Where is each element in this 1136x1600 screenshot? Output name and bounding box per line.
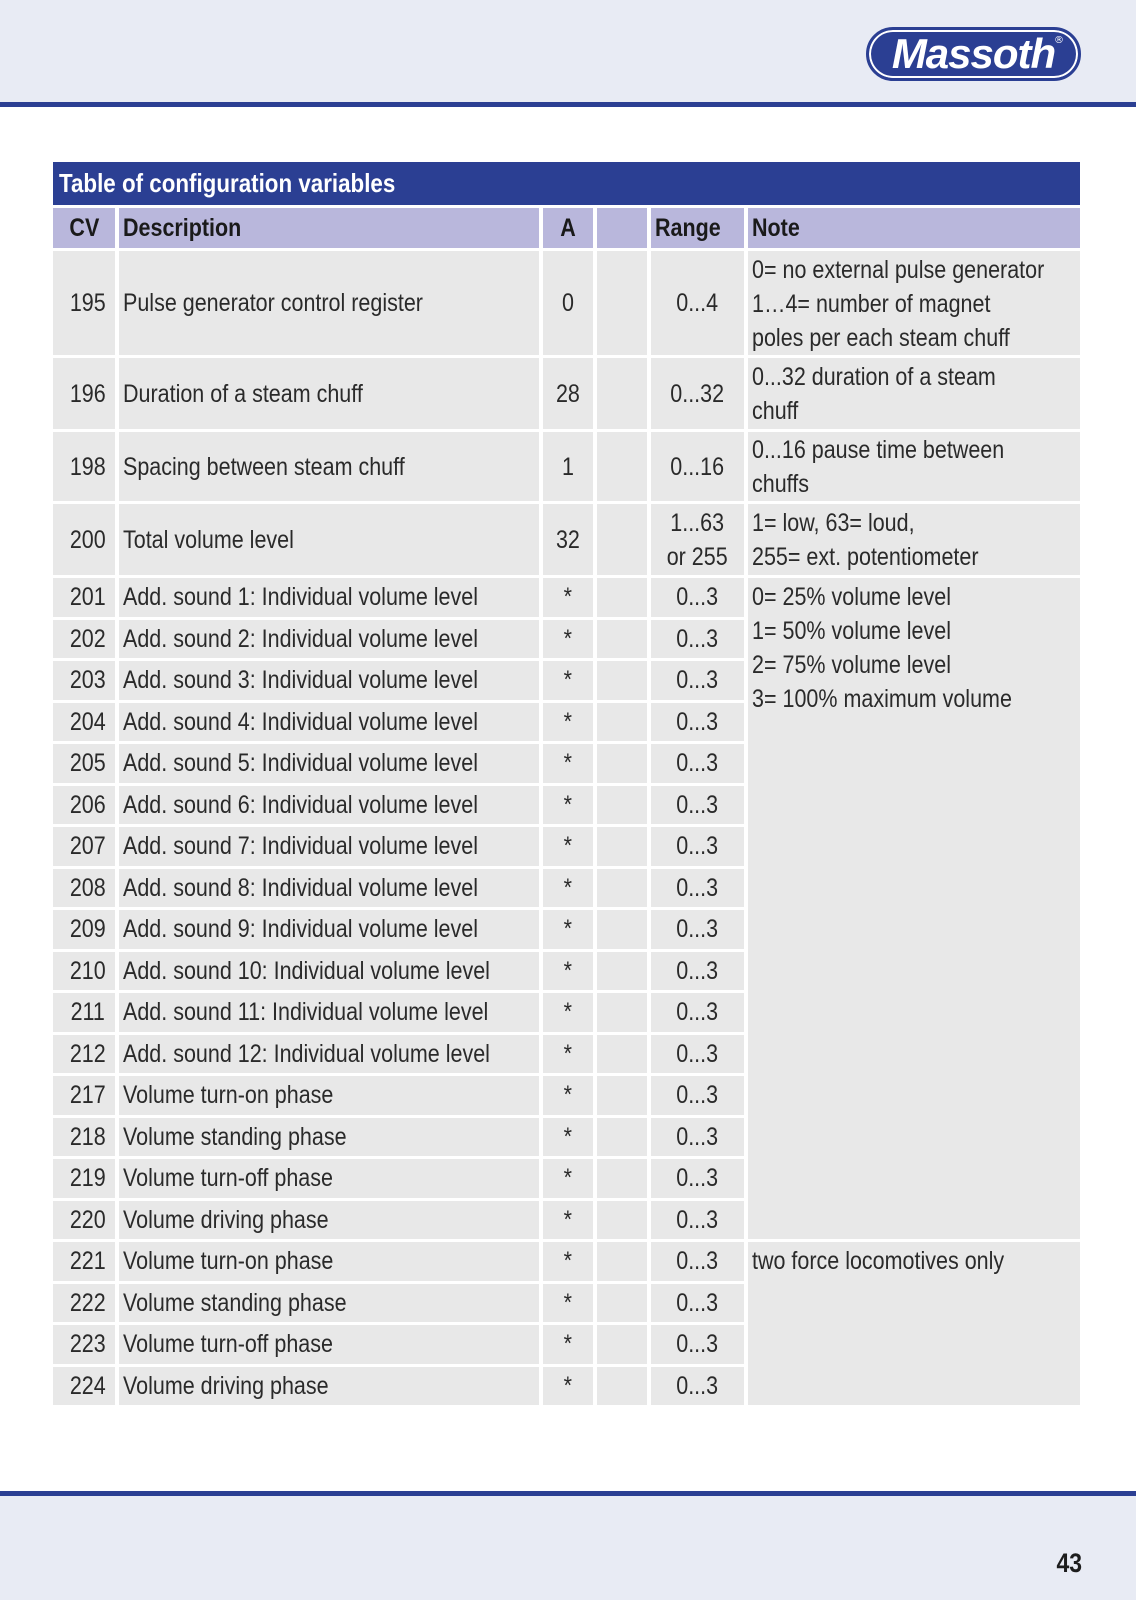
cell-description: Volume standing phase (119, 1118, 539, 1157)
cell-b (597, 703, 647, 742)
cell-a: * (543, 1367, 593, 1406)
cell-a: * (543, 1201, 593, 1240)
cell-range: 0...4 (651, 251, 743, 355)
cell-b (597, 993, 647, 1032)
cell-description: Spacing between steam chuff (119, 432, 539, 501)
logo-text: Massoth (891, 30, 1056, 77)
cv-table (53, 162, 1080, 1408)
cell-a: * (543, 910, 593, 949)
table-row (53, 358, 1080, 429)
cell-a: * (543, 1284, 593, 1323)
cell-description: Add. sound 10: Individual volume level (119, 952, 539, 991)
cell-range: 0...3 (651, 703, 743, 742)
cell-a: * (543, 1076, 593, 1115)
cell-range: 0...16 (651, 432, 743, 501)
table-header-row (53, 208, 1080, 248)
cell-description: Total volume level (119, 504, 539, 575)
cell-cv: 212 (53, 1035, 115, 1074)
cell-b (597, 251, 647, 355)
cell-a: * (543, 744, 593, 783)
cell-cv: 205 (53, 744, 115, 783)
cell-a: * (543, 620, 593, 659)
cell-description: Add. sound 5: Individual volume level (119, 744, 539, 783)
cell-a: * (543, 786, 593, 825)
cell-b (597, 432, 647, 501)
cell-cv: 203 (53, 661, 115, 700)
cell-b (597, 1118, 647, 1157)
cell-a: * (543, 1325, 593, 1364)
cell-range: 0...3 (651, 1118, 743, 1157)
cell-cv: 200 (53, 504, 115, 575)
cell-range: 0...3 (651, 1076, 743, 1115)
cell-cv: 206 (53, 786, 115, 825)
cell-b (597, 952, 647, 991)
cell-note: 1= low, 63= loud, 255= ext. potentiometer (748, 504, 1080, 575)
cell-range: 0...3 (651, 786, 743, 825)
cell-description: Add. sound 8: Individual volume level (119, 869, 539, 908)
cell-cv: 224 (53, 1367, 115, 1406)
cell-a: 28 (543, 358, 593, 429)
cell-b (597, 744, 647, 783)
cell-description: Add. sound 12: Individual volume level (119, 1035, 539, 1074)
cell-cv: 210 (53, 952, 115, 991)
cell-b (597, 1284, 647, 1323)
cell-a: * (543, 578, 593, 617)
cell-a: 0 (543, 251, 593, 355)
cell-description: Add. sound 9: Individual volume level (119, 910, 539, 949)
cell-a: * (543, 1118, 593, 1157)
cell-note-group: 0= 25% volume level 1= 50% volume level 2= 75% volume level 3= 100% maximum volume (748, 578, 1080, 1239)
cell-b (597, 620, 647, 659)
cell-cv: 221 (53, 1242, 115, 1281)
column-header-range: Range (651, 208, 743, 248)
cell-b (597, 910, 647, 949)
cell-a: 32 (543, 504, 593, 575)
cell-description: Volume driving phase (119, 1201, 539, 1240)
table-row (53, 251, 1080, 355)
cell-a: * (543, 827, 593, 866)
cell-cv: 196 (53, 358, 115, 429)
column-header-cv: CV (53, 208, 115, 248)
cell-b (597, 1242, 647, 1281)
cell-range: 0...3 (651, 993, 743, 1032)
cell-a: * (543, 1159, 593, 1198)
cell-b (597, 827, 647, 866)
cell-note: 0= no external pulse generator 1…4= number of magnet poles per each steam chuff (748, 251, 1080, 355)
cell-b (597, 578, 647, 617)
table-body (53, 251, 1080, 1405)
cell-cv: 209 (53, 910, 115, 949)
cell-range: 0...3 (651, 1035, 743, 1074)
table-row (53, 1242, 1080, 1281)
cell-b (597, 504, 647, 575)
cell-cv: 204 (53, 703, 115, 742)
cv-table-grid (49, 205, 1084, 1408)
column-header-a: A (543, 208, 593, 248)
cell-note-group: two force locomotives only (748, 1242, 1080, 1405)
table-row (53, 578, 1080, 617)
cell-b (597, 358, 647, 429)
cell-cv: 208 (53, 869, 115, 908)
cell-cv: 223 (53, 1325, 115, 1364)
cell-a: * (543, 1242, 593, 1281)
cell-cv: 207 (53, 827, 115, 866)
cell-range: 1...63 or 255 (651, 504, 743, 575)
cell-b (597, 1159, 647, 1198)
cell-description: Volume driving phase (119, 1367, 539, 1406)
cell-a: * (543, 661, 593, 700)
cell-range: 0...3 (651, 910, 743, 949)
cell-note: 0...32 duration of a steam chuff (748, 358, 1080, 429)
cell-range: 0...3 (651, 1367, 743, 1406)
cell-cv: 202 (53, 620, 115, 659)
cell-description: Volume turn-off phase (119, 1159, 539, 1198)
cell-description: Add. sound 6: Individual volume level (119, 786, 539, 825)
cell-note: 0...16 pause time between chuffs (748, 432, 1080, 501)
cell-description: Add. sound 2: Individual volume level (119, 620, 539, 659)
cell-description: Pulse generator control register (119, 251, 539, 355)
column-header-note: Note (748, 208, 1080, 248)
cell-range: 0...3 (651, 1325, 743, 1364)
cell-b (597, 1201, 647, 1240)
cell-b (597, 661, 647, 700)
cell-range: 0...3 (651, 1242, 743, 1281)
cell-range: 0...3 (651, 952, 743, 991)
cell-description: Volume turn-on phase (119, 1076, 539, 1115)
table-row (53, 432, 1080, 501)
cell-a: * (543, 952, 593, 991)
cell-description: Add. sound 11: Individual volume level (119, 993, 539, 1032)
cell-range: 0...3 (651, 578, 743, 617)
column-header-b (597, 208, 647, 248)
cell-cv: 219 (53, 1159, 115, 1198)
cell-range: 0...3 (651, 744, 743, 783)
cell-b (597, 1367, 647, 1406)
cell-b (597, 869, 647, 908)
footer-band (0, 1491, 1136, 1600)
cell-cv: 198 (53, 432, 115, 501)
cell-range: 0...3 (651, 1201, 743, 1240)
cell-cv: 222 (53, 1284, 115, 1323)
cell-description: Duration of a steam chuff (119, 358, 539, 429)
cell-description: Volume standing phase (119, 1284, 539, 1323)
cell-cv: 195 (53, 251, 115, 355)
cell-a: * (543, 703, 593, 742)
cell-range: 0...3 (651, 827, 743, 866)
cell-b (597, 1325, 647, 1364)
cell-range: 0...3 (651, 1284, 743, 1323)
cell-description: Add. sound 7: Individual volume level (119, 827, 539, 866)
cell-cv: 211 (53, 993, 115, 1032)
cell-a: 1 (543, 432, 593, 501)
cell-b (597, 786, 647, 825)
cell-a: * (543, 869, 593, 908)
cell-b (597, 1076, 647, 1115)
cell-cv: 220 (53, 1201, 115, 1240)
table-row (53, 504, 1080, 575)
cell-b (597, 1035, 647, 1074)
cell-range: 0...3 (651, 661, 743, 700)
cell-range: 0...3 (651, 1159, 743, 1198)
cell-description: Add. sound 1: Individual volume level (119, 578, 539, 617)
cell-range: 0...3 (651, 620, 743, 659)
cell-a: * (543, 993, 593, 1032)
cell-cv: 217 (53, 1076, 115, 1115)
cell-range: 0...3 (651, 869, 743, 908)
table-title: Table of configuration variables (53, 162, 1080, 205)
page-number: 43 (1056, 1548, 1082, 1578)
cell-range: 0...32 (651, 358, 743, 429)
column-header-description: Description (119, 208, 539, 248)
registered-mark: ® (1054, 35, 1064, 46)
cell-description: Volume turn-off phase (119, 1325, 539, 1364)
cell-description: Add. sound 4: Individual volume level (119, 703, 539, 742)
massoth-logo (866, 27, 1081, 81)
cell-description: Volume turn-on phase (119, 1242, 539, 1281)
cell-description: Add. sound 3: Individual volume level (119, 661, 539, 700)
cell-cv: 218 (53, 1118, 115, 1157)
cell-a: * (543, 1035, 593, 1074)
cell-cv: 201 (53, 578, 115, 617)
